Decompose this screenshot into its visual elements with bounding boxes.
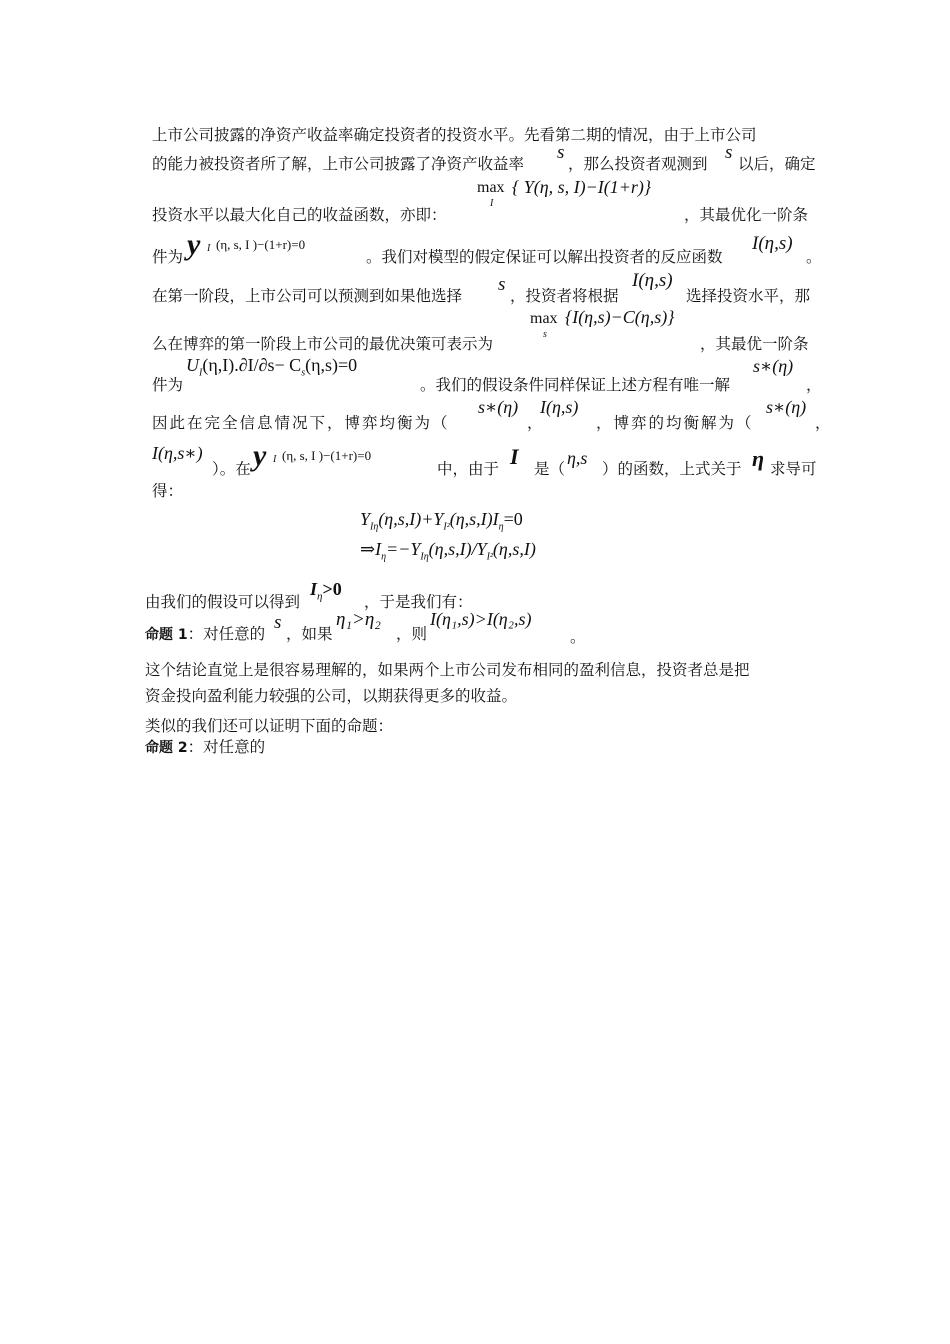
math-sub: I bbox=[199, 367, 203, 379]
text-line: 是（ bbox=[534, 460, 566, 478]
text-line: 件为 bbox=[152, 248, 184, 266]
text-line: ， bbox=[815, 414, 831, 432]
math-sub: I bbox=[490, 198, 494, 209]
math-part: I bbox=[310, 579, 318, 599]
text-line: ，投资者将根据 bbox=[510, 287, 619, 305]
math-I: I bbox=[510, 444, 519, 469]
display-equation bbox=[360, 510, 523, 533]
math-sub: s bbox=[301, 367, 306, 379]
text-line: ，于是我们有： bbox=[364, 593, 473, 611]
text-line: 么在博弈的第一阶段上市公司的最优决策可表示为 bbox=[152, 335, 494, 353]
math-eta: η bbox=[752, 446, 765, 471]
text-line: 上市公司披露的净资产收益率确定投资者的投资水平。先看第二期的情况，由于上市公司 bbox=[152, 126, 757, 144]
text-part: ：对任意的 bbox=[187, 625, 266, 643]
math-s-star: s∗(η) bbox=[753, 356, 794, 376]
math-sub: I² bbox=[443, 521, 450, 533]
math-sub: Iη bbox=[370, 521, 379, 533]
text-line: 。我们的假设条件同样保证上述方程有唯一解 bbox=[420, 376, 731, 394]
math-max: max bbox=[477, 179, 505, 196]
text-line: ，博弈的均衡解为（ bbox=[596, 414, 754, 432]
math-y: y bbox=[187, 228, 201, 261]
math-sub: I bbox=[273, 454, 277, 465]
math-sub: I² bbox=[486, 551, 493, 563]
math-max: max bbox=[530, 310, 558, 327]
math-s: s bbox=[498, 274, 506, 295]
math-s-star: s∗(η) bbox=[766, 397, 807, 417]
math-reaction: I(η,s) bbox=[540, 397, 579, 417]
math-part: =0 bbox=[503, 509, 523, 529]
math-sub: s bbox=[543, 329, 547, 340]
math-part: (η,s,I) bbox=[492, 539, 536, 559]
math-condition: η₁>η₂ bbox=[336, 609, 381, 630]
proposition-label: 命题 2 bbox=[145, 740, 188, 756]
math-sub: Iη bbox=[420, 551, 429, 563]
math-foc bbox=[186, 356, 357, 379]
text-line: ）。在 bbox=[212, 460, 251, 478]
math-derivative bbox=[310, 580, 342, 603]
text-line: ，如果 bbox=[286, 625, 333, 643]
text-part: ：对任意的 bbox=[187, 738, 266, 756]
text-line: 件为 bbox=[152, 376, 184, 394]
math-part: (η,I).∂I/∂s− C bbox=[202, 355, 302, 375]
text-line: 。 bbox=[570, 628, 586, 646]
text-line: 这个结论直觉上是很容易理解的，如果两个上市公司发布相同的盈利信息，投资者总是把 bbox=[145, 661, 750, 679]
math-part: =−Y bbox=[386, 539, 421, 559]
math-y: y bbox=[253, 439, 267, 472]
math-result: I(η₁,s)>I(η₂,s) bbox=[430, 609, 532, 629]
math-foc: (η, s, I )−(1+r)=0 bbox=[282, 448, 372, 463]
math-sub: η bbox=[317, 590, 323, 603]
proposition-1 bbox=[145, 627, 265, 643]
text-line: ， bbox=[806, 376, 822, 394]
text-line: 因此在完全信息情况下，博弈均衡为（ bbox=[152, 414, 450, 432]
text-line: 。我们对模型的假定保证可以解出投资者的反应函数 bbox=[366, 248, 723, 266]
math-s: s bbox=[725, 142, 733, 163]
math-s: s bbox=[274, 612, 282, 633]
math-s: s bbox=[557, 142, 565, 163]
text-line: 中，由于 bbox=[437, 460, 500, 478]
text-line: 得： bbox=[152, 482, 184, 500]
math-part: Y bbox=[360, 509, 371, 529]
text-line: ， bbox=[527, 414, 543, 432]
math-sub: I bbox=[207, 243, 211, 254]
text-line: 由我们的假设可以得到 bbox=[145, 593, 301, 611]
math-part: U bbox=[186, 355, 199, 375]
text-line: 选择投资水平，那 bbox=[686, 287, 811, 305]
math-objective: { Y(η, s, I)−I(1+r)} bbox=[512, 177, 652, 197]
text-line: 。 bbox=[806, 248, 822, 266]
math-part: >0 bbox=[322, 579, 342, 599]
math-equilibrium: I(η,s∗) bbox=[152, 443, 203, 463]
text-line: 以后，确定 bbox=[738, 155, 816, 173]
math-objective: {I(η,s)−C(η,s)} bbox=[565, 307, 675, 327]
proposition-2 bbox=[145, 740, 265, 756]
text-line: 类似的我们还可以证明下面的命题： bbox=[145, 717, 394, 735]
display-equation bbox=[360, 540, 536, 563]
text-line: 资金投向盈利能力较强的公司，以期获得更多的收益。 bbox=[145, 687, 518, 705]
text-line: ，那么投资者观测到 bbox=[568, 155, 708, 173]
math-part: (η,s,I)/Y bbox=[428, 539, 487, 559]
math-part: (η,s)=0 bbox=[305, 355, 358, 375]
math-s-star: s∗(η) bbox=[478, 397, 519, 417]
math-args: η,s bbox=[567, 448, 588, 468]
math-reaction: I(η,s) bbox=[632, 270, 673, 291]
text-line: ，其最优化一阶条 bbox=[684, 206, 809, 224]
text-line: ，则 bbox=[396, 625, 428, 643]
text-line: 投资水平以最大化自己的收益函数，亦即： bbox=[152, 206, 447, 224]
math-sub: η bbox=[381, 551, 387, 563]
text-line: 的能力被投资者所了解，上市公司披露了净资产收益率 bbox=[152, 155, 525, 173]
text-line: 在第一阶段，上市公司可以预测到如果他选择 bbox=[152, 287, 463, 305]
math-part: ⇒I bbox=[360, 539, 382, 559]
text-line: ）的函数，上式关于 bbox=[602, 460, 742, 478]
math-part: (η,s,I)I bbox=[449, 509, 499, 529]
math-sub: η bbox=[498, 521, 504, 533]
math-foc: (η, s, I )−(1+r)=0 bbox=[216, 237, 306, 252]
text-line: ，其最优一阶条 bbox=[700, 335, 809, 353]
proposition-label: 命题 1 bbox=[145, 627, 188, 643]
math-reaction: I(η,s) bbox=[752, 233, 793, 254]
text-line: 求导可 bbox=[770, 460, 817, 478]
math-part: (η,s,I)+Y bbox=[378, 509, 444, 529]
